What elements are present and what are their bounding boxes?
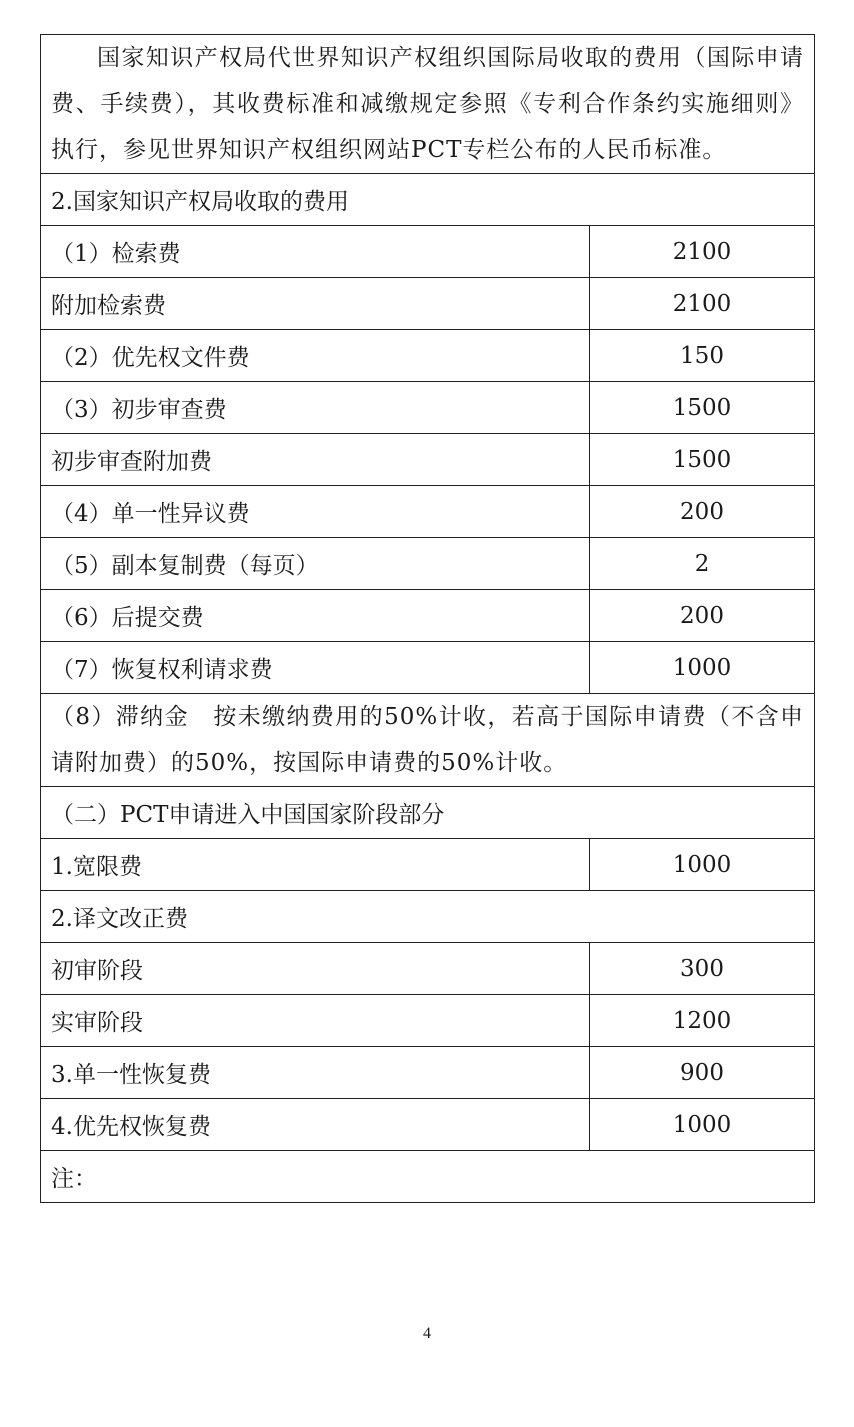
fee-amount: 200 [590,486,815,538]
fee-name: 实审阶段 [41,995,590,1047]
fee-amount: 1000 [590,1099,815,1151]
fee-name: 3.单一性恢复费 [41,1047,590,1099]
fee-table [40,34,815,1203]
fee-name: 附加检索费 [41,278,590,330]
fee-amount: 2100 [590,278,815,330]
fee-name: 初审阶段 [41,943,590,995]
section2-heading-row [41,174,815,226]
intro-cell [41,35,815,174]
table-row [41,226,815,278]
table-row [41,538,815,590]
fee-amount: 150 [590,330,815,382]
table-row [41,486,815,538]
fee-name: （7）恢复权利请求费 [41,642,590,694]
fee-amount: 1500 [590,382,815,434]
translation-heading: 2.译文改正费 [41,891,815,943]
table-row [41,1099,815,1151]
fee-amount: 2 [590,538,815,590]
fee-name: 1.宽限费 [41,839,590,891]
late-fee-text: （8）滞纳金 按未缴纳费用的50%计收，若高于国际申请费（不含申请附加费）的50%，按国际申请费的50%计收。 [51,704,805,776]
table-row [41,995,815,1047]
late-fee-row [41,694,815,787]
fee-name: （3）初步审查费 [41,382,590,434]
table-row [41,382,815,434]
page-number: 4 [423,1325,431,1342]
fee-name: （1）检索费 [41,226,590,278]
fee-amount: 900 [590,1047,815,1099]
table-row [41,590,815,642]
intro-text: 国家知识产权局代世界知识产权组织国际局收取的费用（国际申请费、手续费），其收费标准和减缴规定参照《专利合作条约实施细则》执行，参见世界知识产权组织网站PCT专栏公布的人民币标准。 [51,45,805,163]
fee-amount: 300 [590,943,815,995]
fee-amount: 1000 [590,839,815,891]
fee-name: （5）副本复制费（每页） [41,538,590,590]
fee-amount: 1000 [590,642,815,694]
fee-name: 初步审查附加费 [41,434,590,486]
section2-heading: 2.国家知识产权局收取的费用 [41,174,815,226]
late-fee-cell [41,694,815,787]
fee-name: 4.优先权恢复费 [41,1099,590,1151]
intro-row [41,35,815,174]
part2-heading-row [41,787,815,839]
table-row [41,330,815,382]
fee-name: （6）后提交费 [41,590,590,642]
fee-amount: 2100 [590,226,815,278]
fee-name: （4）单一性异议费 [41,486,590,538]
table-row [41,1047,815,1099]
translation-heading-row [41,891,815,943]
note-label: 注： [41,1151,815,1203]
fee-amount: 200 [590,590,815,642]
fee-name: （2）优先权文件费 [41,330,590,382]
fee-amount: 1200 [590,995,815,1047]
fee-amount: 1500 [590,434,815,486]
table-row [41,943,815,995]
table-row [41,839,815,891]
note-row [41,1151,815,1203]
table-row [41,434,815,486]
table-row [41,278,815,330]
table-row [41,642,815,694]
part2-heading: （二）PCT申请进入中国国家阶段部分 [41,787,815,839]
